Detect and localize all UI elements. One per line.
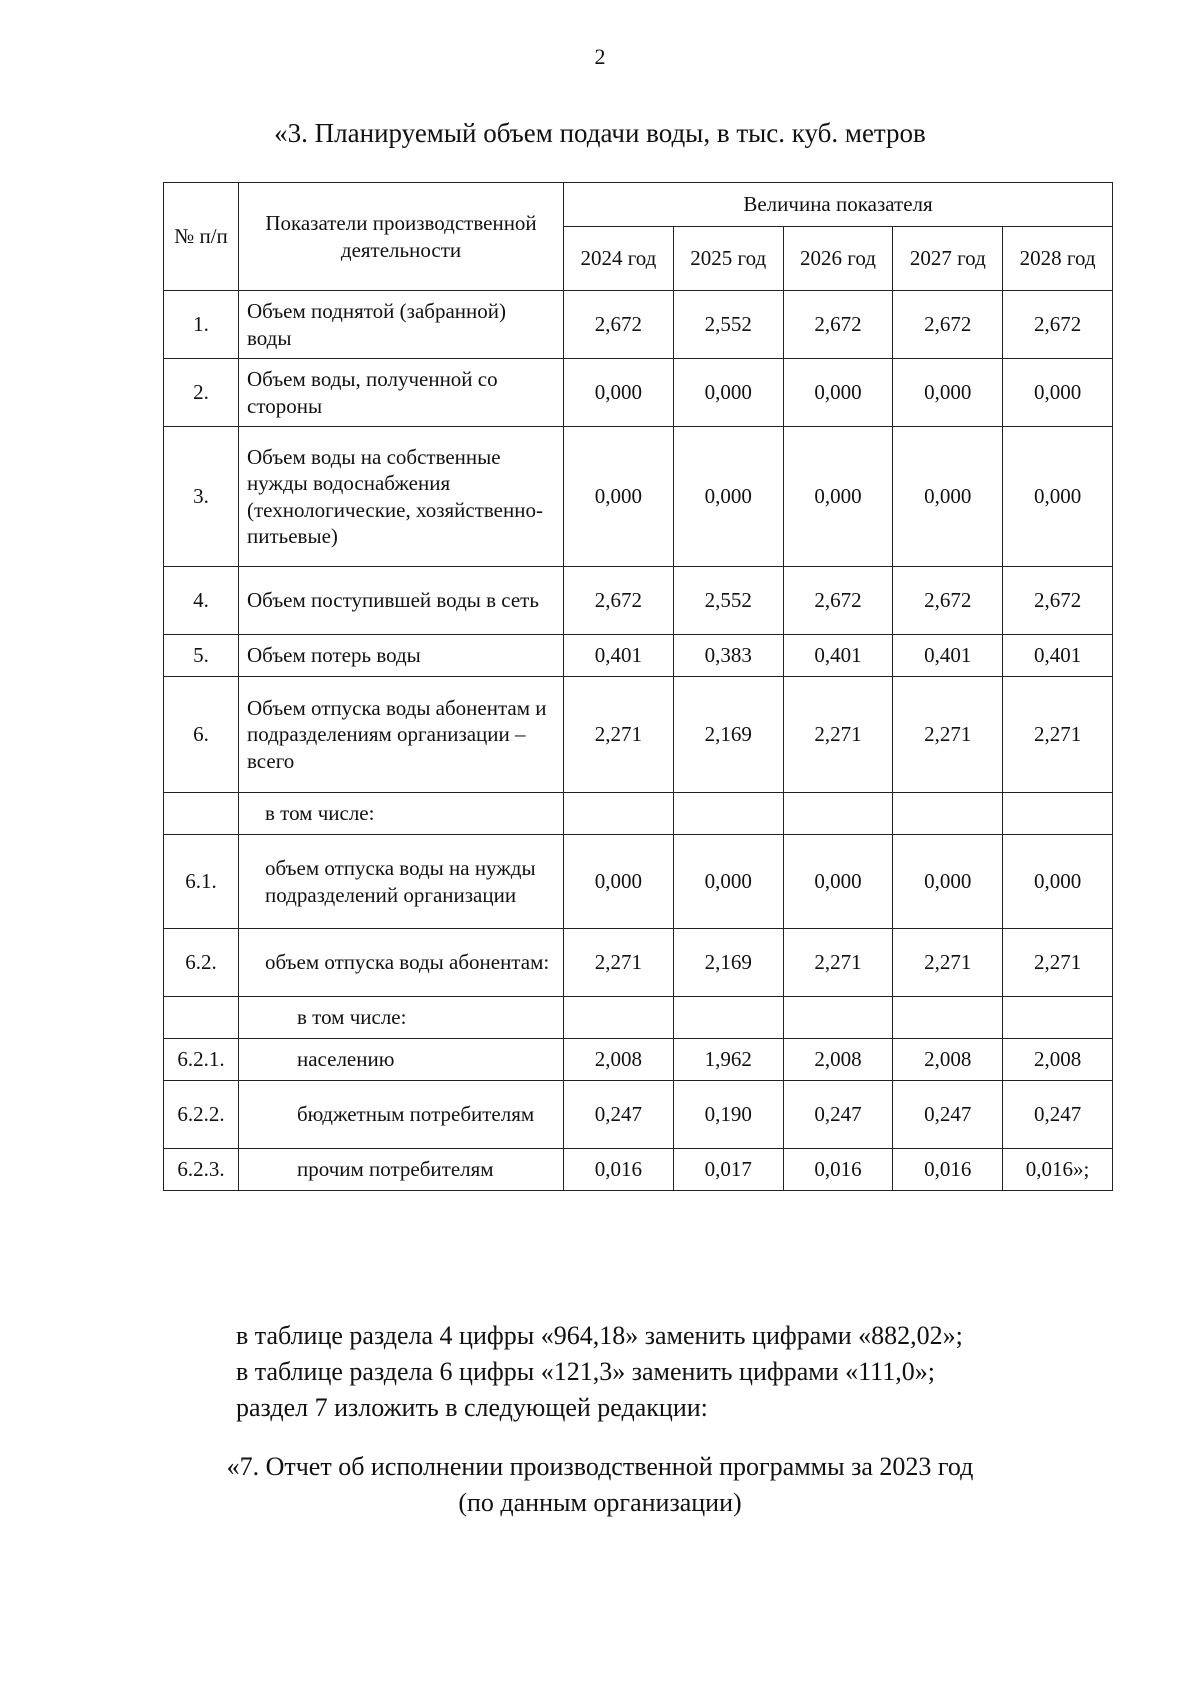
value-cell: 1,962 [673,1039,783,1081]
value-cell: 2,672 [783,291,893,359]
row-label: объем отпуска воды на нужды подразделений организации [239,835,564,929]
row-number [164,997,239,1039]
value-cell: 0,000 [673,427,783,567]
value-cell [893,793,1003,835]
value-cell: 0,000 [564,427,674,567]
header-num: № п/п [164,183,239,291]
row-label: Объем воды на собственные нужды водоснабжения (технологические, хозяйственно-питьевые) [239,427,564,567]
value-cell: 0,016»; [1003,1149,1113,1191]
row-number: 4. [164,567,239,635]
value-cell: 2,271 [1003,677,1113,793]
row-label: Объем поступившей воды в сеть [239,567,564,635]
value-cell: 2,672 [564,567,674,635]
value-cell: 2,672 [893,567,1003,635]
water-supply-table [163,182,1113,1191]
value-cell: 0,000 [1003,427,1113,567]
table-row [164,835,1113,929]
value-cell [673,793,783,835]
value-cell: 0,000 [673,835,783,929]
amendment-paragraph: в таблице раздела 4 цифры «964,18» заменить цифрами «882,02»; [236,1321,963,1350]
table-row [164,291,1113,359]
value-cell: 0,000 [1003,359,1113,427]
value-cell: 2,672 [893,291,1003,359]
row-label: Объем поднятой (забранной) воды [239,291,564,359]
value-cell: 2,169 [673,929,783,997]
value-cell: 0,000 [893,427,1003,567]
value-cell: 0,247 [564,1081,674,1149]
value-cell: 0,383 [673,635,783,677]
value-cell: 2,271 [564,929,674,997]
value-cell [783,997,893,1039]
value-cell: 2,271 [893,677,1003,793]
value-cell: 2,672 [783,567,893,635]
row-label: объем отпуска воды абонентам: [239,929,564,997]
value-cell: 2,271 [1003,929,1113,997]
header-year: 2025 год [673,227,783,291]
value-cell: 2,552 [673,291,783,359]
value-cell: 0,000 [783,835,893,929]
value-cell: 0,000 [673,359,783,427]
row-label: Объем потерь воды [239,635,564,677]
row-number: 6.2.3. [164,1149,239,1191]
value-cell: 2,552 [673,567,783,635]
section7-heading [0,1449,1200,1521]
table-row [164,359,1113,427]
value-cell [1003,793,1113,835]
row-number: 1. [164,291,239,359]
value-cell: 0,401 [564,635,674,677]
row-label: Объем воды, полученной со стороны [239,359,564,427]
table-header [164,183,1113,291]
value-cell: 0,016 [564,1149,674,1191]
value-cell: 0,000 [564,359,674,427]
value-cell: 2,008 [783,1039,893,1081]
value-cell: 2,008 [893,1039,1003,1081]
section7-subtitle: (по данным организации) [458,1488,742,1517]
row-number [164,793,239,835]
value-cell: 0,000 [1003,835,1113,929]
row-label: Объем отпуска воды абонентам и подразделениям организации – всего [239,677,564,793]
table-row [164,677,1113,793]
value-cell: 0,000 [783,359,893,427]
value-cell: 0,000 [893,359,1003,427]
value-cell [564,793,674,835]
table-row [164,427,1113,567]
header-year: 2027 год [893,227,1003,291]
row-number: 3. [164,427,239,567]
value-cell: 0,000 [893,835,1003,929]
row-number: 5. [164,635,239,677]
value-cell: 0,401 [783,635,893,677]
value-cell: 0,247 [1003,1081,1113,1149]
amendment-paragraph: раздел 7 изложить в следующей редакции: [236,1393,708,1422]
header-year: 2024 год [564,227,674,291]
value-cell: 0,190 [673,1081,783,1149]
row-number: 6.2.1. [164,1039,239,1081]
value-cell: 2,672 [1003,291,1113,359]
page-number: 2 [594,44,606,69]
table-row [164,635,1113,677]
value-cell: 2,271 [893,929,1003,997]
row-number: 6. [164,677,239,793]
row-number: 2. [164,359,239,427]
amendment-paragraph: в таблице раздела 6 цифры «121,3» заменить цифрами «111,0»; [236,1357,935,1386]
value-cell: 0,000 [564,835,674,929]
header-value-group: Величина показателя [564,183,1113,227]
row-number: 6.2. [164,929,239,997]
header-year: 2026 год [783,227,893,291]
value-cell: 2,169 [673,677,783,793]
section-title: «3. Планируемый объем подачи воды, в тыс. куб. метров [274,118,926,148]
value-cell: 0,401 [1003,635,1113,677]
row-label: в том числе: [239,997,564,1039]
value-cell: 0,000 [783,427,893,567]
value-cell: 0,401 [893,635,1003,677]
row-label: населению [239,1039,564,1081]
value-cell: 0,016 [893,1149,1003,1191]
value-cell [1003,997,1113,1039]
value-cell [893,997,1003,1039]
table-row [164,997,1113,1039]
row-label: прочим потребителям [239,1149,564,1191]
header-indicator: Показатели производственной деятельности [239,183,564,291]
table-body [164,291,1113,1191]
value-cell: 2,008 [564,1039,674,1081]
row-label: бюджетным потребителям [239,1081,564,1149]
value-cell [564,997,674,1039]
row-number: 6.2.2. [164,1081,239,1149]
table-row [164,929,1113,997]
section7-title: «7. Отчет об исполнении производственной программы за 2023 год [226,1452,974,1481]
value-cell: 2,271 [564,677,674,793]
table-row [164,793,1113,835]
row-number: 6.1. [164,835,239,929]
amendment-paragraphs [236,1318,1136,1426]
value-cell: 0,247 [783,1081,893,1149]
value-cell: 2,271 [783,929,893,997]
value-cell: 2,672 [564,291,674,359]
table-row [164,1149,1113,1191]
header-year: 2028 год [1003,227,1113,291]
value-cell [673,997,783,1039]
table-row [164,1039,1113,1081]
value-cell: 0,016 [783,1149,893,1191]
value-cell: 2,008 [1003,1039,1113,1081]
value-cell [783,793,893,835]
value-cell: 2,271 [783,677,893,793]
table-row [164,1081,1113,1149]
value-cell: 0,017 [673,1149,783,1191]
table-row [164,567,1113,635]
value-cell: 0,247 [893,1081,1003,1149]
value-cell: 2,672 [1003,567,1113,635]
row-label: в том числе: [239,793,564,835]
